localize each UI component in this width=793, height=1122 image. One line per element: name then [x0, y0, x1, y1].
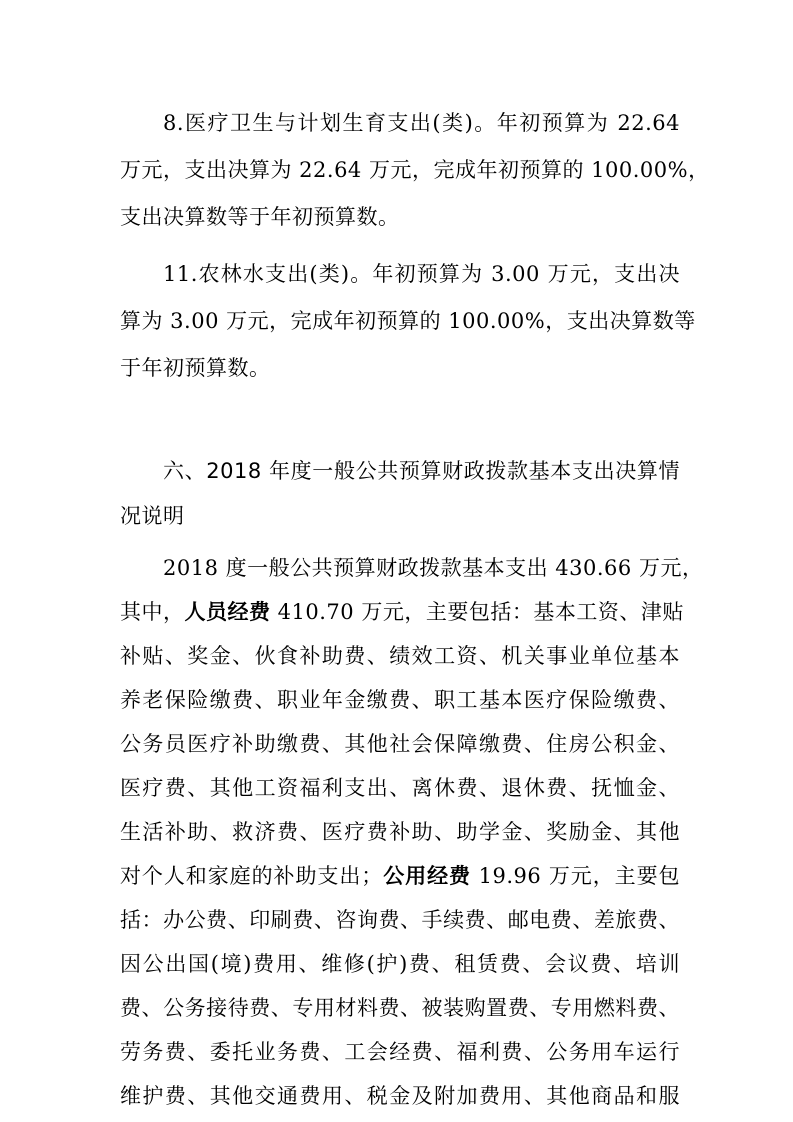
- para11-line3: 于年初预算数。: [120, 356, 271, 380]
- body-line6: 医疗费、其他工资福利支出、离休费、退休费、抚恤金、: [120, 776, 680, 800]
- body-line3: 补贴、奖金、伙食补助费、绩效工资、机关事业单位基本: [120, 644, 680, 668]
- body-line2-post: 410.70 万元，主要包括：基本工资、津贴: [270, 600, 684, 624]
- para11-line1: 11.农林水支出(类)。年初预算为 3.00 万元，支出决: [163, 262, 680, 286]
- body-line2-pre: 其中，: [120, 600, 185, 624]
- para8-line2: 万元，支出决算为 22.64 万元，完成年初预算的 100.00%，: [120, 158, 710, 182]
- body-line9: 括：办公费、印刷费、咨询费、手续费、邮电费、差旅费、: [120, 908, 680, 932]
- body-line8-pre: 对个人和家庭的补助支出；: [120, 864, 383, 888]
- para8-line1: 8.医疗卫生与计划生育支出(类)。年初预算为 22.64: [163, 111, 680, 135]
- body-line11: 费、公务接待费、专用材料费、被装购置费、专用燃料费、: [120, 996, 680, 1020]
- body-line2: [120, 597, 684, 627]
- personnel-expenses-label: 人员经费: [184, 600, 271, 624]
- body-line1: 2018 度一般公共预算财政拨款基本支出 430.66 万元，: [163, 556, 704, 580]
- body-line5: 公务员医疗补助缴费、其他社会保障缴费、住房公积金、: [120, 732, 680, 756]
- public-expenses-label: 公用经费: [382, 864, 471, 888]
- body-line4: 养老保险缴费、职业年金缴费、职工基本医疗保险缴费、: [120, 688, 680, 712]
- section-heading-line1: 六、2018 年度一般公共预算财政拨款基本支出决算情: [163, 459, 680, 483]
- para11-line2: 算为 3.00 万元，完成年初预算的 100.00%，支出决算数等: [120, 309, 696, 333]
- para8-line3: 支出决算数等于年初预算数。: [120, 205, 400, 229]
- body-line8-post: 19.96 万元，主要包: [470, 864, 681, 888]
- section-heading-line2: 况说明: [120, 504, 185, 528]
- body-line13: 维护费、其他交通费用、税金及附加费用、其他商品和服: [120, 1084, 680, 1108]
- body-line8: [120, 861, 680, 891]
- body-line12: 劳务费、委托业务费、工会经费、福利费、公务用车运行: [120, 1040, 680, 1064]
- body-line7: 生活补助、救济费、医疗费补助、助学金、奖励金、其他: [120, 820, 680, 844]
- body-line10: 因公出国(境)费用、维修(护)费、租赁费、会议费、培训: [120, 952, 680, 976]
